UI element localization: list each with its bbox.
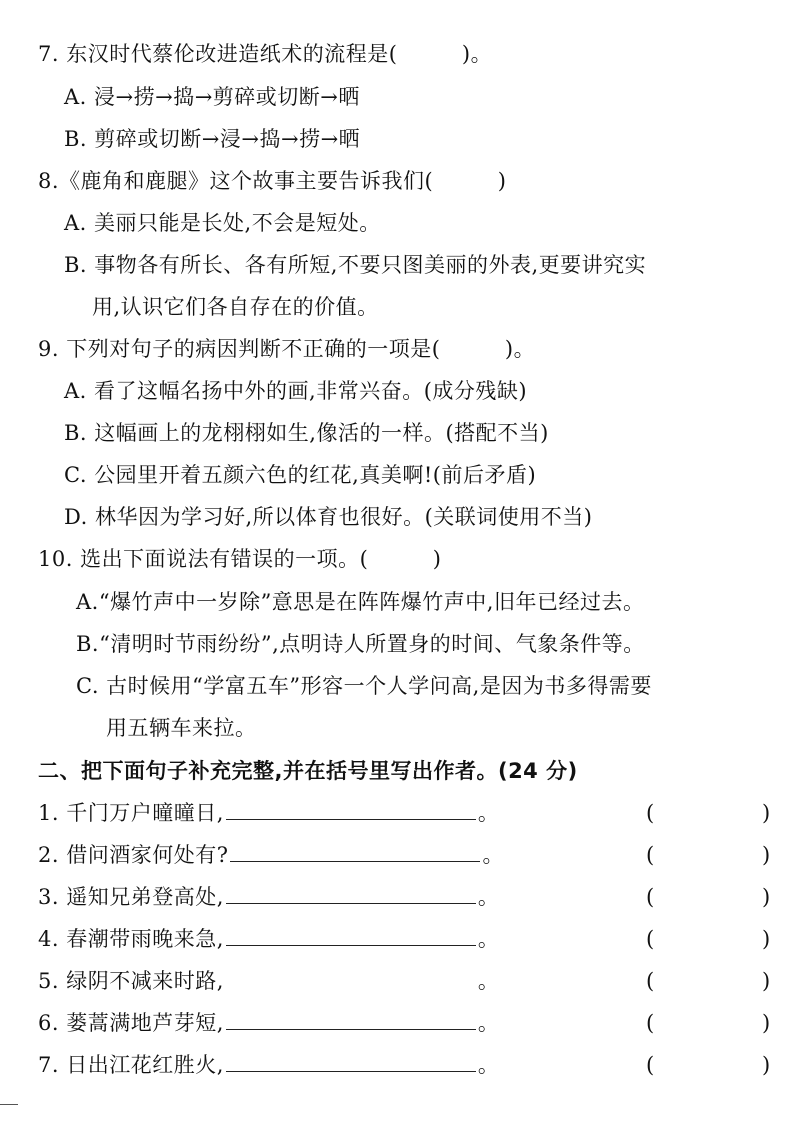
question-10-option-b: B.“清明时节雨纷纷”,点明诗人所置身的时间、气象条件等。 [76, 632, 645, 656]
question-7-stem: 7. 东汉时代蔡伦改进造纸术的流程是( )。 [38, 42, 493, 66]
answer-blank[interactable] [230, 841, 480, 862]
question-10-option-c-line2: 用五辆车来拉。 [106, 716, 257, 740]
author-paren-open: ( [646, 1011, 655, 1035]
answer-blank[interactable] [226, 883, 476, 904]
question-7-option-a: A. 浸→捞→捣→剪碎或切断→晒 [64, 85, 360, 109]
question-7-option-b: B. 剪碎或切断→浸→捣→捞→晒 [64, 127, 361, 151]
question-9-stem: 9. 下列对句子的病因判断不正确的一项是( )。 [38, 337, 536, 361]
question-10-option-a: A.“爆竹声中一岁除”意思是在阵阵爆竹声中,旧年已经过去。 [76, 590, 645, 614]
author-paren-close: ) [762, 843, 771, 867]
period: 。 [477, 801, 500, 825]
answer-blank[interactable] [226, 1051, 476, 1072]
question-9-option-a: A. 看了这幅名扬中外的画,非常兴奋。(成分残缺) [64, 379, 528, 403]
question-9-option-d: D. 林华因为学习好,所以体育也很好。(关联词使用不当) [64, 505, 593, 529]
answer-blank[interactable] [226, 925, 476, 946]
period: 。 [477, 1011, 500, 1035]
question-9-option-c: C. 公园里开着五颜六色的红花,真美啊!(前后矛盾) [64, 463, 537, 487]
author-paren-close: ) [762, 969, 771, 993]
author-paren-open: ( [646, 1053, 655, 1077]
author-paren-open: ( [646, 927, 655, 951]
author-paren-close: ) [762, 801, 771, 825]
author-paren-open: ( [646, 801, 655, 825]
poem-line-prompt: 6. 蒌蒿满地芦芽短, [38, 1011, 224, 1035]
period: 。 [477, 927, 500, 951]
answer-blank[interactable] [226, 799, 476, 820]
poem-line-prompt: 5. 绿阴不减来时路, [38, 969, 224, 993]
author-paren-close: ) [762, 885, 771, 909]
poem-line-prompt: 7. 日出江花红胜火, [38, 1053, 224, 1077]
author-paren-open: ( [646, 843, 655, 867]
period: 。 [482, 843, 504, 867]
period: 。 [477, 969, 500, 993]
author-paren-open: ( [646, 885, 655, 909]
question-9-option-b: B. 这幅画上的龙栩栩如生,像活的一样。(搭配不当) [64, 421, 549, 445]
author-paren-open: ( [646, 969, 655, 993]
period: 。 [477, 885, 500, 909]
question-8-option-b-line2: 用,认识它们各自存在的价值。 [92, 295, 379, 319]
poem-line-prompt: 4. 春潮带雨晚来急, [38, 927, 224, 951]
poem-line-prompt: 3. 遥知兄弟登高处, [38, 885, 224, 909]
section-2-title: 二、把下面句子补充完整,并在括号里写出作者。(24 分) [38, 759, 578, 783]
answer-blank[interactable] [226, 967, 476, 988]
question-8-option-b-line1: B. 事物各有所长、各有所短,不要只图美丽的外表,更要讲究实 [64, 253, 647, 277]
author-paren-close: ) [762, 927, 771, 951]
author-paren-close: ) [762, 1053, 771, 1077]
poem-line-prompt: 2. 借问酒家何处有? [38, 843, 229, 867]
period: 。 [477, 1053, 500, 1077]
question-10-stem: 10. 选出下面说法有错误的一项。( ) [38, 547, 442, 571]
question-8-stem: 8.《鹿角和鹿腿》这个故事主要告诉我们( ) [38, 169, 507, 193]
question-10-option-c-line1: C. 古时候用“学富五车”形容一个人学问高,是因为书多得需要 [76, 674, 652, 698]
author-paren-close: ) [762, 1011, 771, 1035]
page-edge-mark [0, 1104, 18, 1105]
answer-blank[interactable] [226, 1009, 476, 1030]
poem-line-prompt: 1. 千门万户曈曈日, [38, 801, 224, 825]
question-8-option-a: A. 美丽只能是长处,不会是短处。 [64, 211, 381, 235]
